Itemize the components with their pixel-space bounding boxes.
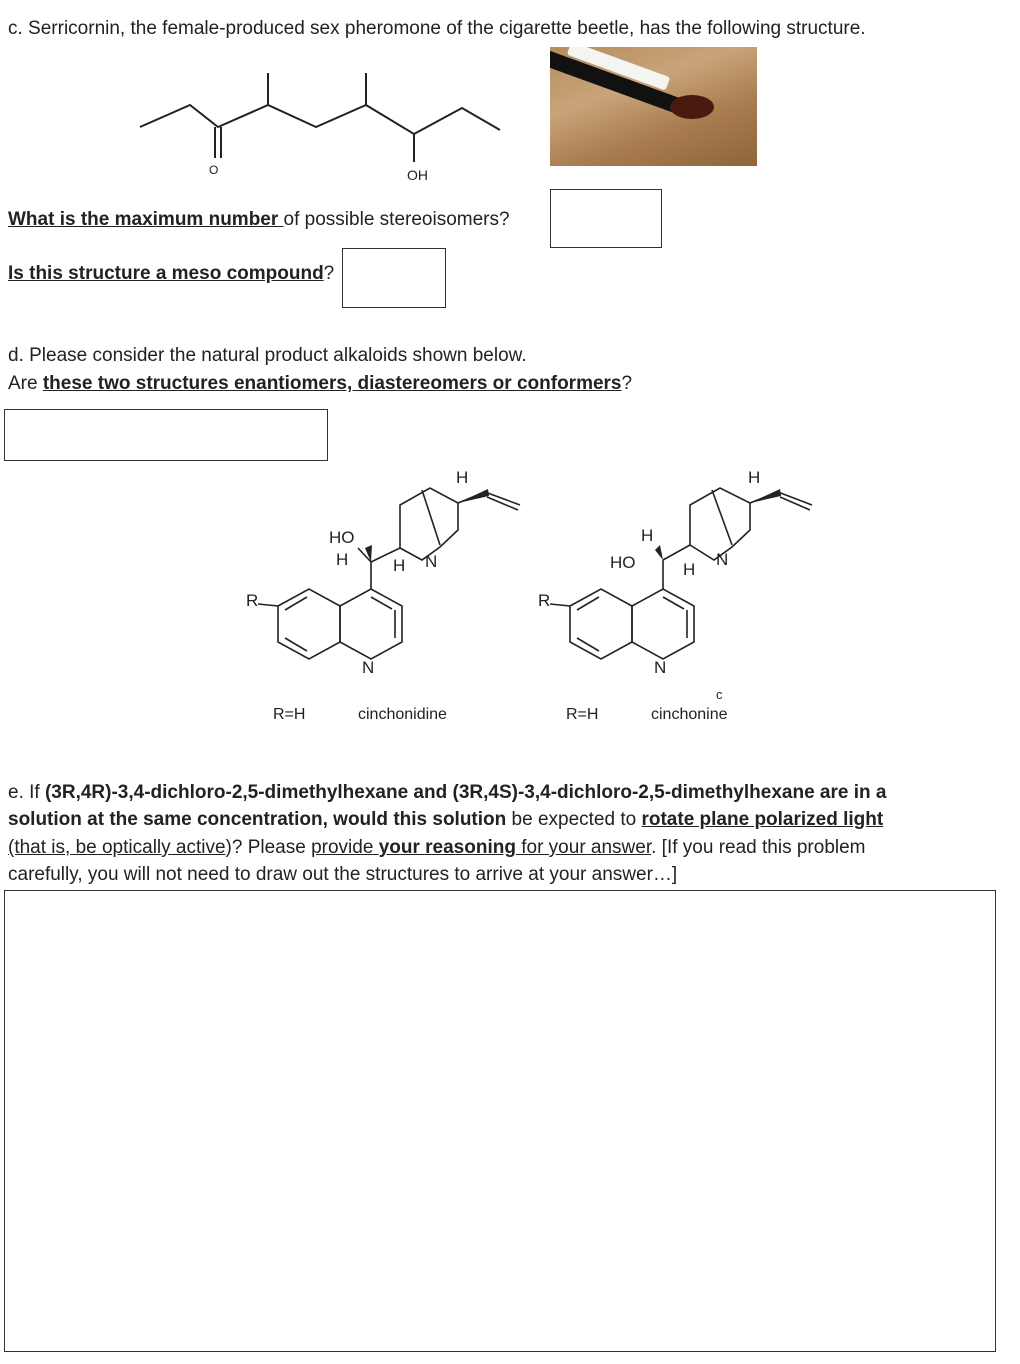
left-h-top-label: H [456,468,469,487]
question-stereoisomers: What is the maximum number of possible stereoisomers? [8,209,510,230]
stereoisomers-answer-box[interactable] [550,189,662,248]
section-e-line2: solution at the same concentration, would this solution be expected to rotate plane polarized light [8,809,884,830]
left-ho-label: HO [329,528,355,547]
cinchonine-structure [550,488,812,659]
hydroxyl-label: OH [407,167,428,183]
serricornin-structure [140,73,500,162]
section-d-line2: Are these two structures enantiomers, diastereomers or conformers? [8,373,633,394]
left-n1-label: N [425,552,438,571]
right-ho-label: HO [610,553,636,572]
right-r-label: R [538,591,551,610]
right-r-eq: R=H [566,706,599,723]
left-h2-label: H [393,556,406,575]
left-n2-label: N [362,658,375,677]
wedge-left-top [458,489,489,503]
right-h-top-label: H [748,468,761,487]
section-e-line3: (that is, be optically active)? Please provide your reasoning for your answer. [If you read this problem [8,837,866,858]
question-meso: Is this structure a meso compound? [8,263,335,284]
right-name: cinchonine [651,706,728,723]
left-name: cinchonidine [358,706,447,723]
right-h2-label: H [683,560,696,579]
cinchonidine-structure [258,488,520,659]
wedge-right [655,545,663,560]
section-e-line1: e. If (3R,4R)-3,4-dichloro-2,5-dimethylhexane and (3R,4S)-3,4-dichloro-2,5-dimethylhexane are in a [8,782,887,803]
meso-answer-box[interactable] [342,248,446,308]
left-r-label: R [246,591,259,610]
left-h1-label: H [336,550,349,569]
right-h1-label: H [641,526,654,545]
left-r-eq: R=H [273,706,306,723]
beetle-body [670,95,714,119]
right-n1-label: N [716,550,729,569]
cigarette-beetle-photo [550,47,757,166]
carbonyl-o-label: O [209,163,219,177]
section-e-line4: carefully, you will not need to draw out the structures to arrive at your answer…] [8,864,678,885]
right-n2-label: N [654,658,667,677]
section-d-line1: d. Please consider the natural product alkaloids shown below. [8,345,527,366]
wedge-right-top [750,489,781,503]
reasoning-answer-box[interactable] [4,890,996,1352]
right-c-label: c [716,687,723,702]
relationship-answer-box[interactable] [4,409,328,461]
section-c-intro: c. Serricornin, the female-produced sex pheromone of the cigarette beetle, has the following structure. [8,18,866,39]
